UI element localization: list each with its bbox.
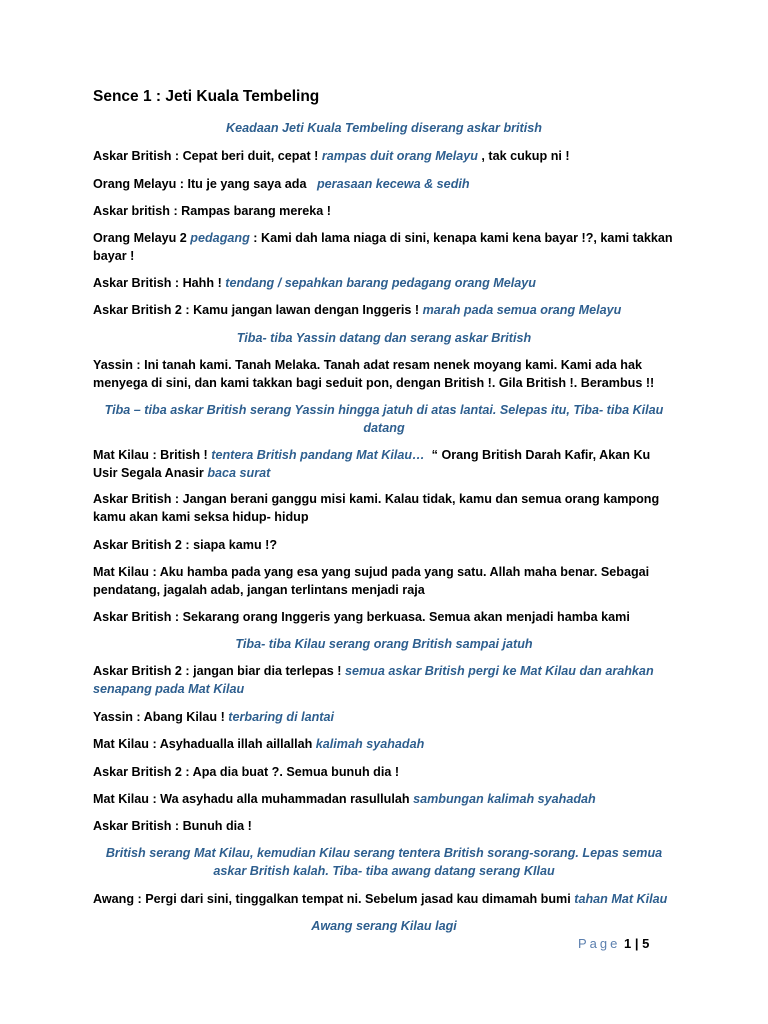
page-word: Page	[578, 936, 621, 951]
dialogue-line: Mat Kilau : Asyhadualla illah aillallah kalimah syahadah	[93, 737, 425, 751]
page-title: Sence 1 : Jeti Kuala Tembeling	[93, 88, 320, 105]
dialogue-line: Askar British : Jangan berani ganggu misi kami. Kalau tidak, kamu dan semua orang kampong kamu akan kami seksa hidup- hidup	[93, 492, 660, 524]
stage-direction: Tiba- tiba Kilau serang orang British sampai jatuh	[235, 637, 533, 651]
dialogue-line: Askar British : Bunuh dia !	[93, 819, 252, 833]
dialogue-line: Mat Kilau : Wa asyhadu alla muhammadan rasullulah sambungan kalimah syahadah	[93, 792, 596, 806]
dialogue-line: Mat Kilau : Aku hamba pada yang esa yang sujud pada yang satu. Allah maha benar. Sebagai pendatang, jagalah adab, jangan terlintans menjadi raja	[93, 565, 650, 597]
dialogue-line: Mat Kilau : British ! tentera British pandang Mat Kilau… “ Orang British Darah Kafir, Akan Ku Usir Segala Anasir baca surat	[93, 448, 654, 480]
dialogue-line: Askar British 2 : Kamu jangan lawan dengan Inggeris ! marah pada semua orang Melayu	[93, 303, 622, 317]
page-footer	[578, 936, 649, 951]
page-separator: |	[634, 936, 639, 951]
stage-direction: Keadaan Jeti Kuala Tembeling diserang askar british	[226, 121, 542, 135]
dialogue-line: Orang Melayu 2 pedagang : Kami dah lama niaga di sini, kenapa kami kena bayar !?, kami takkan bayar !	[93, 231, 673, 263]
dialogue-line: Awang : Pergi dari sini, tinggalkan tempat ni. Sebelum jasad kau dimamah bumi tahan Mat Kilau	[93, 892, 668, 906]
dialogue-line: Orang Melayu : Itu je yang saya ada perasaan kecewa & sedih	[93, 177, 470, 191]
dialogue-line: Askar British 2 : Apa dia buat ?. Semua bunuh dia !	[93, 765, 400, 779]
stage-direction: Tiba- tiba Yassin datang dan serang askar British	[236, 331, 532, 345]
dialogue-line: Askar british : Rampas barang mereka !	[93, 204, 331, 218]
dialogue-line: Askar British : Sekarang orang Inggeris yang berkuasa. Semua akan menjadi hamba kami	[93, 610, 630, 624]
dialogue-line: Askar British : Hahh ! tendang / sepahkan barang pedagang orang Melayu	[93, 276, 536, 290]
dialogue-line: Askar British 2 : jangan biar dia terlepas ! semua askar British pergi ke Mat Kilau dan arahkan senapang pada Mat Kilau	[93, 664, 654, 696]
dialogue-line: Askar British : Cepat beri duit, cepat ! rampas duit orang Melayu , tak cukup ni !	[93, 149, 570, 163]
dialogue-line: Yassin : Ini tanah kami. Tanah Melaka. Tanah adat resam nenek moyang kami. Kami ada hak menyega di sini, dan kami takkan bagi seduit pon, dengan British !. Gila British !. Berambus !!	[93, 358, 655, 390]
dialogue-line: Yassin : Abang Kilau ! terbaring di lantai	[93, 710, 334, 724]
page-current: 1	[624, 936, 632, 951]
dialogue-line: Askar British 2 : siapa kamu !?	[93, 538, 278, 552]
stage-direction: Awang serang Kilau lagi	[311, 919, 457, 933]
page-total: 5	[642, 936, 650, 951]
stage-direction: British serang Mat Kilau, kemudian Kilau serang tentera British sorang-sorang. Lepas semua askar British kalah. Tiba- tiba awang datang serang KIlau	[105, 846, 663, 878]
stage-direction: Tiba – tiba askar British serang Yassin hingga jatuh di atas lantai. Selepas itu, Tiba- tiba Kilau datang	[104, 403, 664, 435]
